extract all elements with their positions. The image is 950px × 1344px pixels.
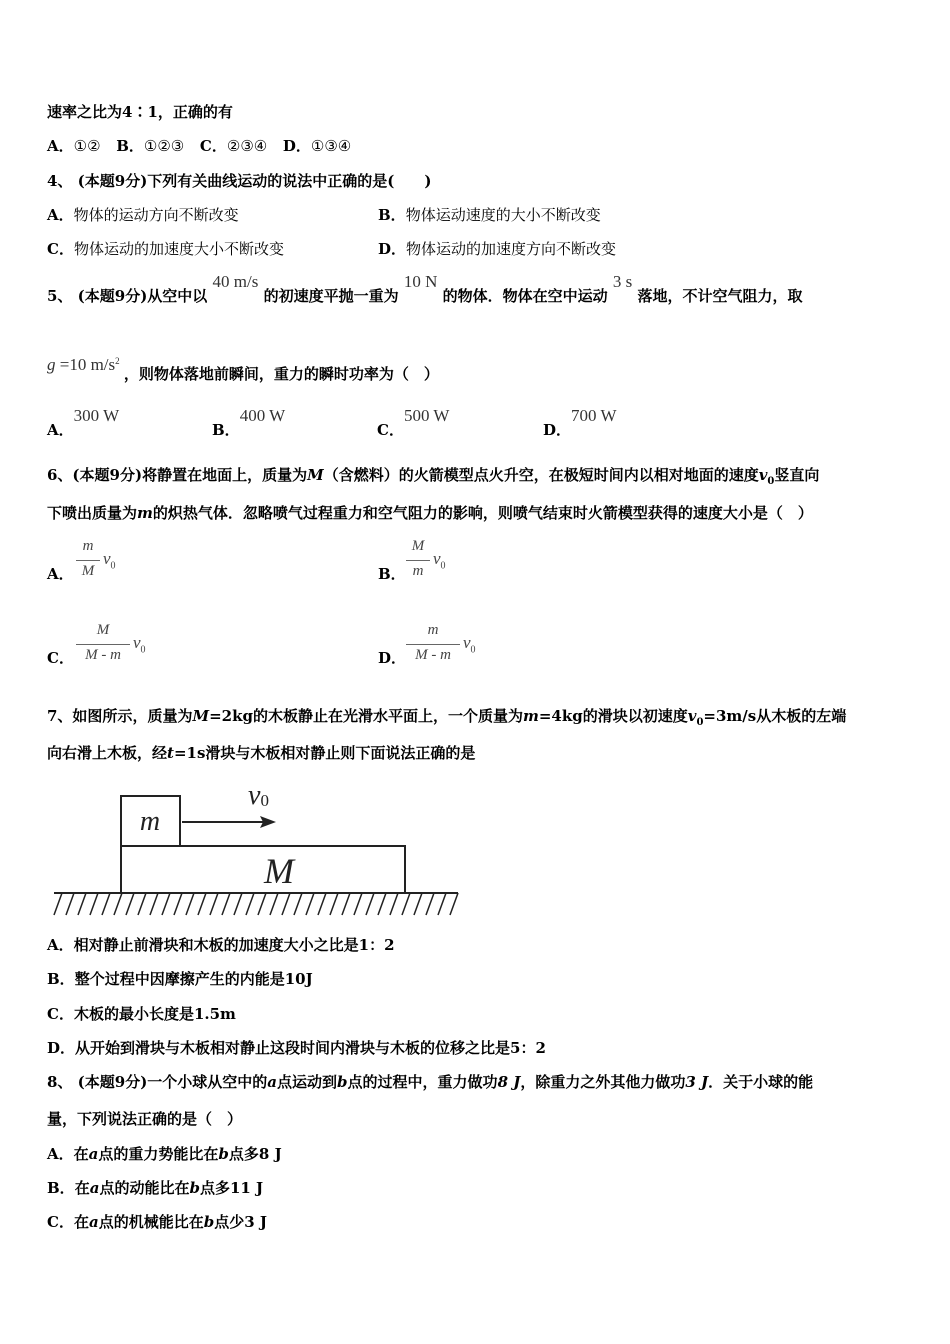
- q6-stem-1: 6、(本题9分)将静置在地面上，质量为M（含燃料）的火箭模型点火升空，在极短时间内以相对地面的速度$v_0$竖直向: [47, 466, 820, 487]
- q4-option-d[interactable]: D．物体运动的加速度方向不断改变: [378, 240, 617, 258]
- q7-figure: [50, 775, 465, 920]
- q5-stem: 5、 (本题9分)从空中以 40 m/s 的初速度平抛一重为 10 N 的物体．物体在空中运动 3 s 落地，不计空气阻力，取: [47, 272, 803, 305]
- q6-option-c-formula: M M - m $v_0$: [76, 622, 130, 670]
- q6-option-b-label[interactable]: B．: [378, 565, 406, 583]
- q5-stem-2: g =10 $m/s^2$ ，则物体落地前瞬间，重力的瞬时功率为（ ）: [47, 355, 439, 383]
- ground-hatching: [54, 893, 458, 915]
- q5-option-b[interactable]: B．400 W: [212, 406, 286, 439]
- q5-speed: 40 m/s: [212, 272, 259, 291]
- board-M-label: M: [264, 851, 294, 891]
- q5-time: 3 s: [612, 272, 633, 291]
- q5-option-c[interactable]: C．500 W: [377, 406, 450, 439]
- q7-stem-1: 7、如图所示，质量为M=2kg的木板静止在光滑水平面上，一个质量为m=4kg的滑块以初速度$v_0=3m/s$从木板的左端: [47, 707, 847, 728]
- q7-option-b[interactable]: B．整个过程中因摩擦产生的内能是10J: [47, 970, 313, 988]
- q6-stem-2: 下喷出质量为m的炽热气体．忽略喷气过程重力和空气阻力的影响，则喷气结束时火箭模型获得的速度大小是（ ）: [47, 504, 813, 522]
- option-a[interactable]: A．①②: [47, 137, 101, 155]
- q6-option-c-label[interactable]: C．: [47, 649, 74, 667]
- q8-stem-1: 8、 (本题9分)一个小球从空中的a点运动到b点的过程中，重力做功8 J，除重力之外其他力做功3 J．关于小球的能: [47, 1073, 814, 1091]
- board-M: [121, 846, 405, 893]
- q8-stem-2: 量，下列说法正确的是（ ）: [47, 1110, 243, 1128]
- q5-weight: 10 N: [403, 272, 438, 291]
- option-d[interactable]: D．①③④: [282, 137, 352, 155]
- q5-option-d[interactable]: D．700 W: [543, 406, 617, 439]
- q8-option-b[interactable]: B．在a点的动能比在b点多11 J: [47, 1179, 264, 1197]
- q7-stem-2: 向右滑上木板，经t=1s滑块与木板相对静止则下面说法正确的是: [47, 744, 476, 762]
- q5-option-a[interactable]: A．300 W: [47, 406, 120, 439]
- q6-option-d-label[interactable]: D．: [378, 649, 407, 667]
- prev-question-tail: 速率之比为4∶1，正确的有: [47, 103, 233, 121]
- prev-question-options: [47, 136, 351, 156]
- q7-option-c[interactable]: C．木板的最小长度是1.5m: [47, 1005, 236, 1023]
- block-m-label: m: [139, 806, 161, 837]
- q4-option-a[interactable]: A．物体的运动方向不断改变: [47, 206, 239, 224]
- q8-option-a[interactable]: A．在a点的重力势能比在b点多8 J: [47, 1145, 282, 1163]
- velocity-label: v0: [248, 780, 269, 811]
- q4-option-c[interactable]: C．物体运动的加速度大小不断改变: [47, 240, 284, 258]
- q7-option-d[interactable]: D．从开始到滑块与木板相对静止这段时间内滑块与木板的位移之比是5：2: [47, 1039, 546, 1057]
- q7-option-a[interactable]: A．相对静止前滑块和木板的加速度大小之比是1：2: [47, 936, 395, 954]
- q6-option-a-label[interactable]: A．: [47, 565, 74, 583]
- q6-option-a-formula: m M $v_0$: [76, 538, 100, 586]
- q5-gravity: g =10 $m/s^2$: [47, 355, 120, 374]
- q6-option-b-formula: M m $v_0$: [406, 538, 430, 586]
- option-c[interactable]: C．②③④: [199, 137, 268, 155]
- option-b[interactable]: B．①②③: [116, 137, 185, 155]
- q8-option-c[interactable]: C．在a点的机械能比在b点少3 J: [47, 1213, 267, 1231]
- q4-option-b[interactable]: B．物体运动速度的大小不断改变: [378, 206, 601, 224]
- q4-stem: 4、 (本题9分)下列有关曲线运动的说法中正确的是( ): [47, 172, 432, 190]
- q6-option-d-formula: m M - m $v_0$: [406, 622, 460, 670]
